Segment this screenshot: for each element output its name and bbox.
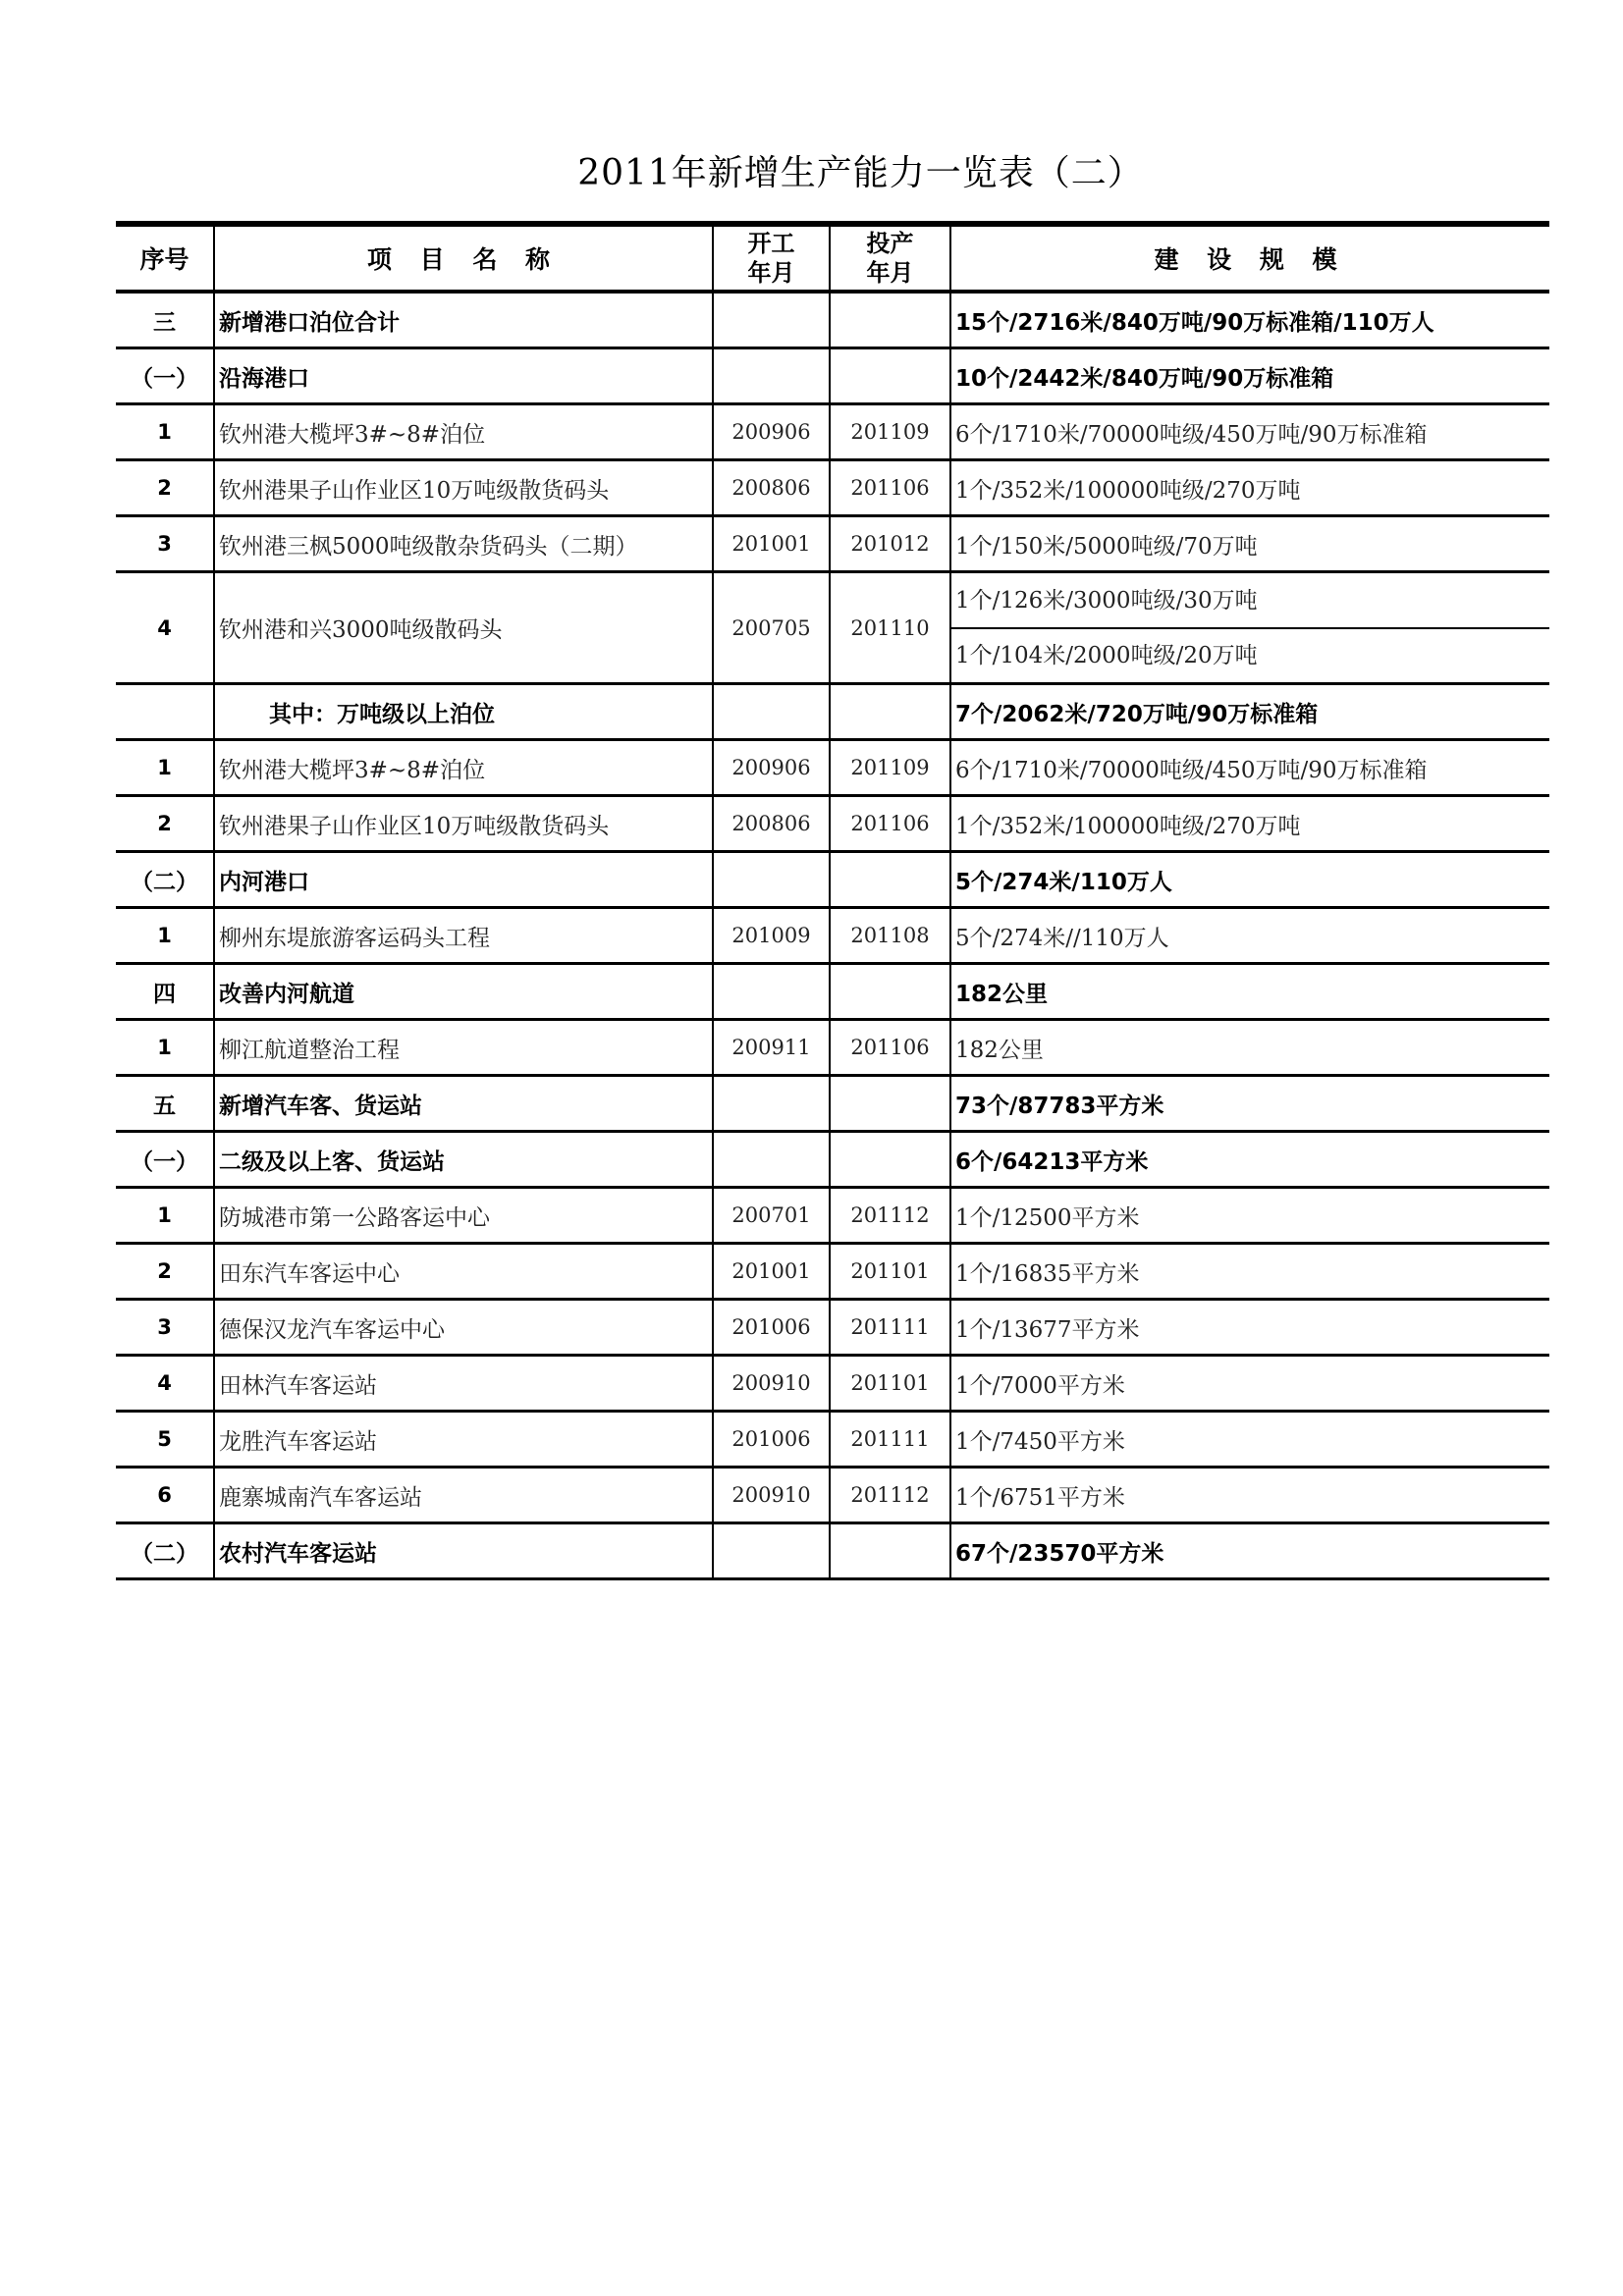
cell-seq: 2 [116,1244,214,1300]
page-title-text: 2011年新增生产能力一览表（二） [577,153,1144,193]
cell-scale: 1个/16835平方米 [950,1244,1549,1300]
cell-prod: 201101 [830,1244,950,1300]
cell-prod [830,292,950,348]
cell-start: 201006 [713,1412,830,1468]
cell-prod [830,1523,950,1579]
cell-seq: 五 [116,1076,214,1132]
cell-name: 鹿寨城南汽车客运站 [214,1468,713,1523]
cell-prod: 201106 [830,460,950,516]
cell-seq: 2 [116,460,214,516]
table-row [116,404,1549,460]
header-start-line2: 年月 [747,259,795,287]
capacity-table [116,221,1549,1580]
cell-scale-split [950,572,1549,684]
table-row [116,1468,1549,1523]
table-row [116,1076,1549,1132]
cell-seq: 三 [116,292,214,348]
cell-seq: 1 [116,1188,214,1244]
cell-start: 200806 [713,796,830,852]
cell-seq: 1 [116,908,214,964]
cell-name: 新增汽车客、货运站 [214,1076,713,1132]
table-row [116,684,1549,740]
cell-name: 内河港口 [214,852,713,908]
cell-start: 201001 [713,516,830,572]
cell-start: 201009 [713,908,830,964]
cell-name: 改善内河航道 [214,964,713,1020]
header-seq: 序号 [116,224,214,292]
cell-scale: 1个/150米/5000吨级/70万吨 [950,516,1549,572]
cell-prod: 201112 [830,1188,950,1244]
table-row [116,572,1549,684]
cell-name: 沿海港口 [214,348,713,404]
cell-prod [830,1076,950,1132]
table-row [116,292,1549,348]
header-production-date [830,224,950,292]
table-body [116,292,1549,1579]
cell-scale: 5个/274米//110万人 [950,908,1549,964]
cell-name: 钦州港三枫5000吨级散杂货码头（二期） [214,516,713,572]
cell-seq: 4 [116,1356,214,1412]
table-header [116,224,1549,292]
cell-seq: 1 [116,1020,214,1076]
cell-start: 200911 [713,1020,830,1076]
cell-scale: 6个/64213平方米 [950,1132,1549,1188]
cell-name: 其中：万吨级以上泊位 [214,684,713,740]
cell-prod: 201012 [830,516,950,572]
cell-name: 钦州港果子山作业区10万吨级散货码头 [214,460,713,516]
cell-start: 200910 [713,1468,830,1523]
table-row [116,1356,1549,1412]
cell-name: 钦州港大榄坪3#~8#泊位 [214,404,713,460]
cell-seq: 3 [116,1300,214,1356]
cell-scale: 6个/1710米/70000吨级/450万吨/90万标准箱 [950,740,1549,796]
cell-start [713,1523,830,1579]
cell-scale: 6个/1710米/70000吨级/450万吨/90万标准箱 [950,404,1549,460]
cell-start: 201006 [713,1300,830,1356]
cell-start: 200701 [713,1188,830,1244]
cell-seq: 2 [116,796,214,852]
cell-scale: 1个/6751平方米 [950,1468,1549,1523]
cell-scale: 15个/2716米/840万吨/90万标准箱/110万人 [950,292,1549,348]
cell-start: 200705 [713,572,830,684]
table-row [116,964,1549,1020]
cell-seq [116,684,214,740]
cell-prod: 201108 [830,908,950,964]
cell-scale-line2: 1个/104米/2000吨级/20万吨 [955,642,1258,668]
cell-start: 200906 [713,740,830,796]
cell-start [713,684,830,740]
cell-prod: 201112 [830,1468,950,1523]
cell-seq: （二） [116,852,214,908]
header-start-date [713,224,830,292]
cell-prod: 201110 [830,572,950,684]
cell-prod [830,684,950,740]
cell-start [713,1132,830,1188]
cell-prod [830,852,950,908]
cell-seq: 5 [116,1412,214,1468]
cell-prod: 201109 [830,740,950,796]
cell-start [713,292,830,348]
cell-start [713,964,830,1020]
cell-scale: 182公里 [950,964,1549,1020]
cell-scale: 73个/87783平方米 [950,1076,1549,1132]
cell-scale: 67个/23570平方米 [950,1523,1549,1579]
cell-seq: 1 [116,740,214,796]
table-row [116,1244,1549,1300]
cell-start [713,348,830,404]
cell-prod [830,964,950,1020]
cell-name: 防城港市第一公路客运中心 [214,1188,713,1244]
cell-name: 钦州港大榄坪3#~8#泊位 [214,740,713,796]
table-row [116,1020,1549,1076]
table-row [116,1188,1549,1244]
cell-scale: 1个/352米/100000吨级/270万吨 [950,460,1549,516]
cell-name: 柳江航道整治工程 [214,1020,713,1076]
cell-prod: 201106 [830,796,950,852]
table-row [116,908,1549,964]
header-scale: 建 设 规 模 [950,224,1549,292]
cell-name: 龙胜汽车客运站 [214,1412,713,1468]
cell-start: 201001 [713,1244,830,1300]
cell-scale-line1: 1个/126米/3000吨级/30万吨 [951,574,1549,629]
table-row [116,740,1549,796]
table-row [116,516,1549,572]
cell-seq: 1 [116,404,214,460]
cell-seq: 4 [116,572,214,684]
header-start-line1: 开工 [747,230,795,257]
cell-prod: 201109 [830,404,950,460]
cell-scale: 10个/2442米/840万吨/90万标准箱 [950,348,1549,404]
cell-start: 200906 [713,404,830,460]
cell-prod [830,348,950,404]
cell-name: 钦州港和兴3000吨级散码头 [214,572,713,684]
cell-seq: 6 [116,1468,214,1523]
header-prod-line1: 投产 [866,230,914,257]
cell-name: 二级及以上客、货运站 [214,1132,713,1188]
cell-scale: 1个/7450平方米 [950,1412,1549,1468]
cell-name: 田林汽车客运站 [214,1356,713,1412]
header-prod-line2: 年月 [866,259,914,287]
table-row [116,1132,1549,1188]
cell-prod: 201106 [830,1020,950,1076]
table-row [116,1412,1549,1468]
cell-seq: （一） [116,348,214,404]
page-title [0,145,1623,195]
cell-prod: 201111 [830,1412,950,1468]
cell-name: 农村汽车客运站 [214,1523,713,1579]
cell-name: 新增港口泊位合计 [214,292,713,348]
table-row [116,1523,1549,1579]
cell-name: 柳州东堤旅游客运码头工程 [214,908,713,964]
cell-seq: （一） [116,1132,214,1188]
table-row [116,852,1549,908]
table-row [116,460,1549,516]
cell-name: 德保汉龙汽车客运中心 [214,1300,713,1356]
cell-prod [830,1132,950,1188]
cell-scale: 1个/7000平方米 [950,1356,1549,1412]
cell-start: 200910 [713,1356,830,1412]
cell-scale: 1个/352米/100000吨级/270万吨 [950,796,1549,852]
cell-scale: 7个/2062米/720万吨/90万标准箱 [950,684,1549,740]
table-row [116,796,1549,852]
cell-seq: 3 [116,516,214,572]
cell-name: 田东汽车客运中心 [214,1244,713,1300]
cell-scale: 1个/12500平方米 [950,1188,1549,1244]
table-row [116,348,1549,404]
cell-scale: 1个/13677平方米 [950,1300,1549,1356]
cell-start [713,1076,830,1132]
cell-start [713,852,830,908]
cell-prod: 201111 [830,1300,950,1356]
cell-seq: 四 [116,964,214,1020]
cell-scale: 182公里 [950,1020,1549,1076]
cell-name: 钦州港果子山作业区10万吨级散货码头 [214,796,713,852]
header-name: 项 目 名 称 [214,224,713,292]
cell-start: 200806 [713,460,830,516]
cell-seq: （二） [116,1523,214,1579]
table-row [116,1300,1549,1356]
cell-prod: 201101 [830,1356,950,1412]
cell-scale: 5个/274米/110万人 [950,852,1549,908]
